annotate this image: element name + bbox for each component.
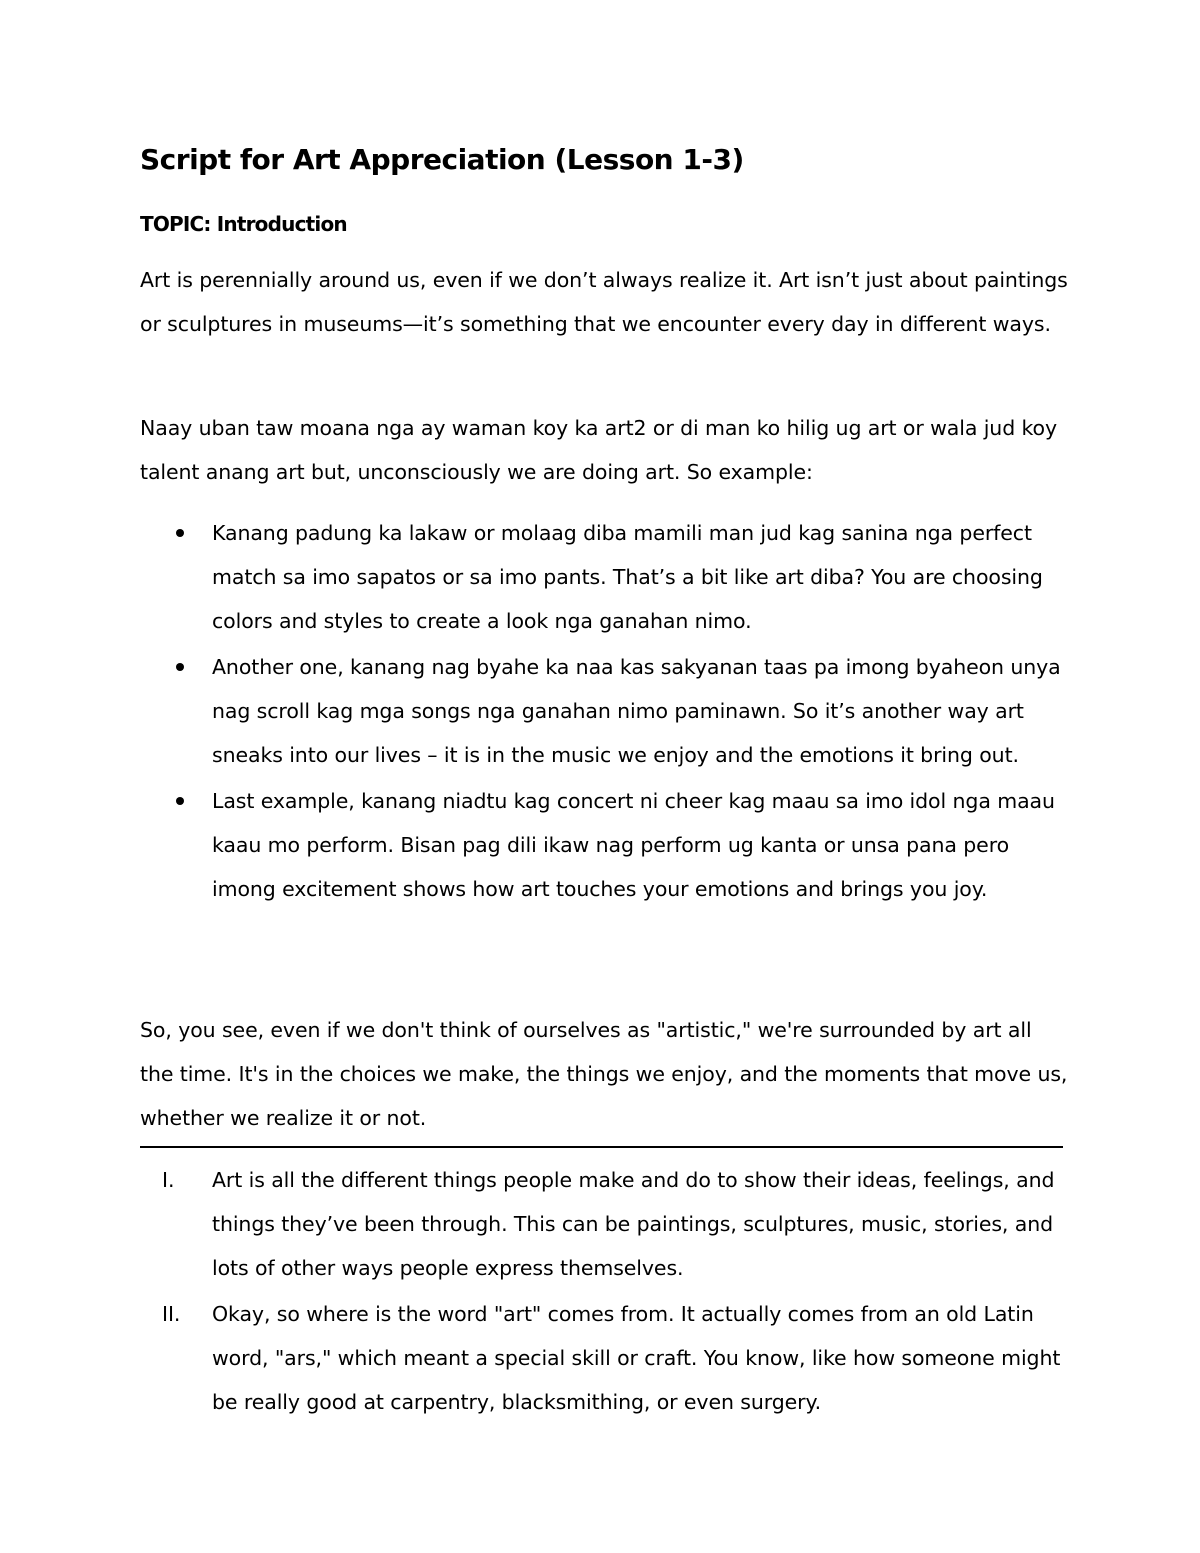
bullet-item (140, 511, 1070, 643)
bullet-item (140, 645, 1070, 777)
bullet-dot-icon (176, 663, 184, 671)
bullet-dot-icon (176, 529, 184, 537)
horizontal-divider (140, 1146, 1063, 1148)
roman-numeral: I. (162, 1168, 175, 1192)
examples-bullet-list (140, 511, 1070, 913)
numbered-item (140, 1158, 1070, 1290)
bullet-text: Kanang padung ka lakaw or molaag diba mamili man jud kag sanina nga perfect match sa imo sapatos or sa imo pants. That’s a bit like art diba? You are choosing colors and styles to create a look nga ganahan nimo. (212, 521, 1043, 633)
bullet-item (140, 779, 1070, 911)
bullet-text: Last example, kanang niadtu kag concert ni cheer kag maau sa imo idol nga maau kaau mo perform. Bisan pag dili ikaw nag perform ug kanta or unsa pana pero imong excitement shows how art touches your emotions and brings you joy. (212, 789, 1055, 901)
intro-paragraph: Art is perennially around us, even if we don’t always realize it. Art isn’t just about paintings or sculptures in museums—it’s something that we encounter every day in different ways. (140, 268, 1068, 336)
numbered-item-text: Art is all the different things people make and do to show their ideas, feelings, and things they’ve been through. This can be paintings, sculptures, music, stories, and lots of other ways people express themselves. (212, 1168, 1055, 1280)
bullet-text: Another one, kanang nag byahe ka naa kas sakyanan taas pa imong byaheon unya nag scroll kag mga songs nga ganahan nimo paminawn. So it’s another way art sneaks into our lives – it is in the music we enjoy and the emotions it bring out. (212, 655, 1061, 767)
numbered-item-text: Okay, so where is the word "art" comes from. It actually comes from an old Latin word, "ars," which meant a special skill or craft. You know, like how someone might be really good at carpentry, blacksmithing, or even surgery. (212, 1302, 1061, 1414)
numbered-item (140, 1292, 1070, 1424)
numbered-list (140, 1158, 1070, 1426)
conclusion-paragraph: So, you see, even if we don't think of ourselves as "artistic," we're surrounded by art all the time. It's in the choices we make, the things we enjoy, and the moments that move us, whether we realize it or not. (140, 1018, 1068, 1130)
document-title: Script for Art Appreciation (Lesson 1-3) (140, 143, 744, 176)
bullet-dot-icon (176, 797, 184, 805)
topic-heading: TOPIC: Introduction (140, 212, 347, 236)
example-intro-paragraph: Naay uban taw moana nga ay waman koy ka art2 or di man ko hilig ug art or wala jud koy talent anang art but, unconsciously we are doing art. So example: (140, 416, 1058, 484)
roman-numeral: II. (162, 1302, 181, 1326)
